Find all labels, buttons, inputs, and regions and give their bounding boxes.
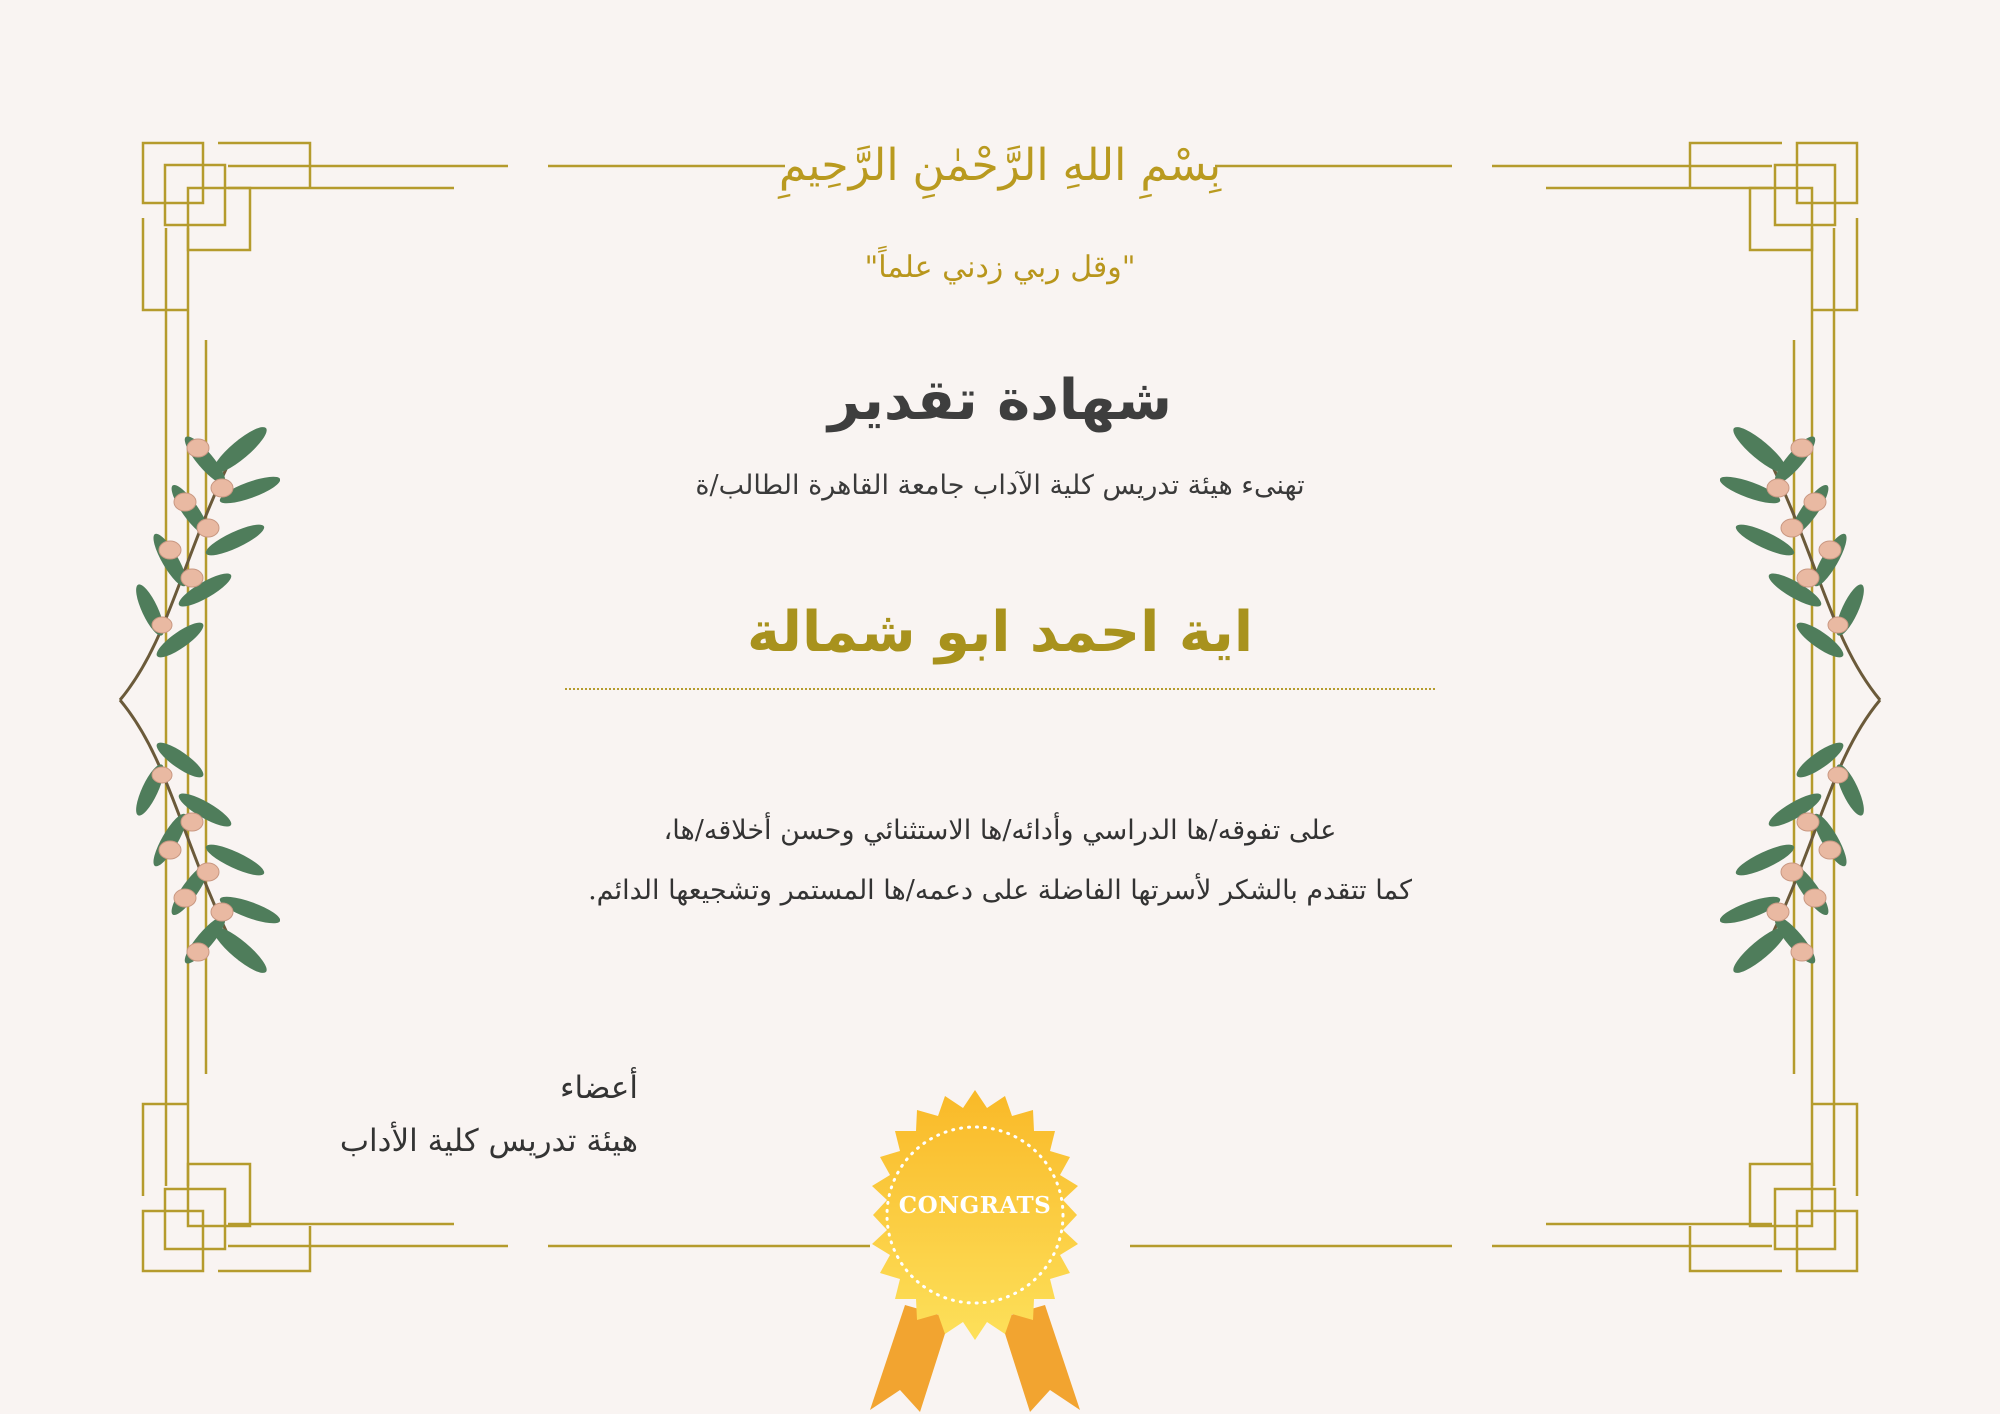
signature-line-2: هيئة تدريس كلية الأداب (339, 1123, 638, 1159)
quran-verse: "وقل ربي زدني علماً" (864, 250, 1136, 285)
certificate-title: شهادة تقدير (828, 368, 1172, 433)
signature-line-1: أعضاء (559, 1070, 638, 1106)
certificate-subtitle: تهنىء هيئة تدريس كلية الآداب جامعة القاهرة الطالب/ة (695, 470, 1305, 501)
recipient-name: اية احمد ابو شمالة (746, 600, 1254, 665)
body-text-line-1: على تفوقه/ها الدراسي وأدائه/ها الاستثنائي وحسن أخلاقه/ها، (663, 815, 1337, 846)
body-text-line-2: كما تتقدم بالشكر لأسرتها الفاضلة على دعمه/ها المستمر وتشجيعها الدائم. (588, 875, 1412, 906)
basmala-calligraphy: بِسْمِ اللهِ الرَّحْمٰنِ الرَّحِيمِ (778, 140, 1222, 191)
name-dotted-rule (565, 688, 1435, 690)
congrats-seal-icon (850, 1090, 1100, 1414)
seal-label: CONGRATS (898, 1192, 1052, 1219)
